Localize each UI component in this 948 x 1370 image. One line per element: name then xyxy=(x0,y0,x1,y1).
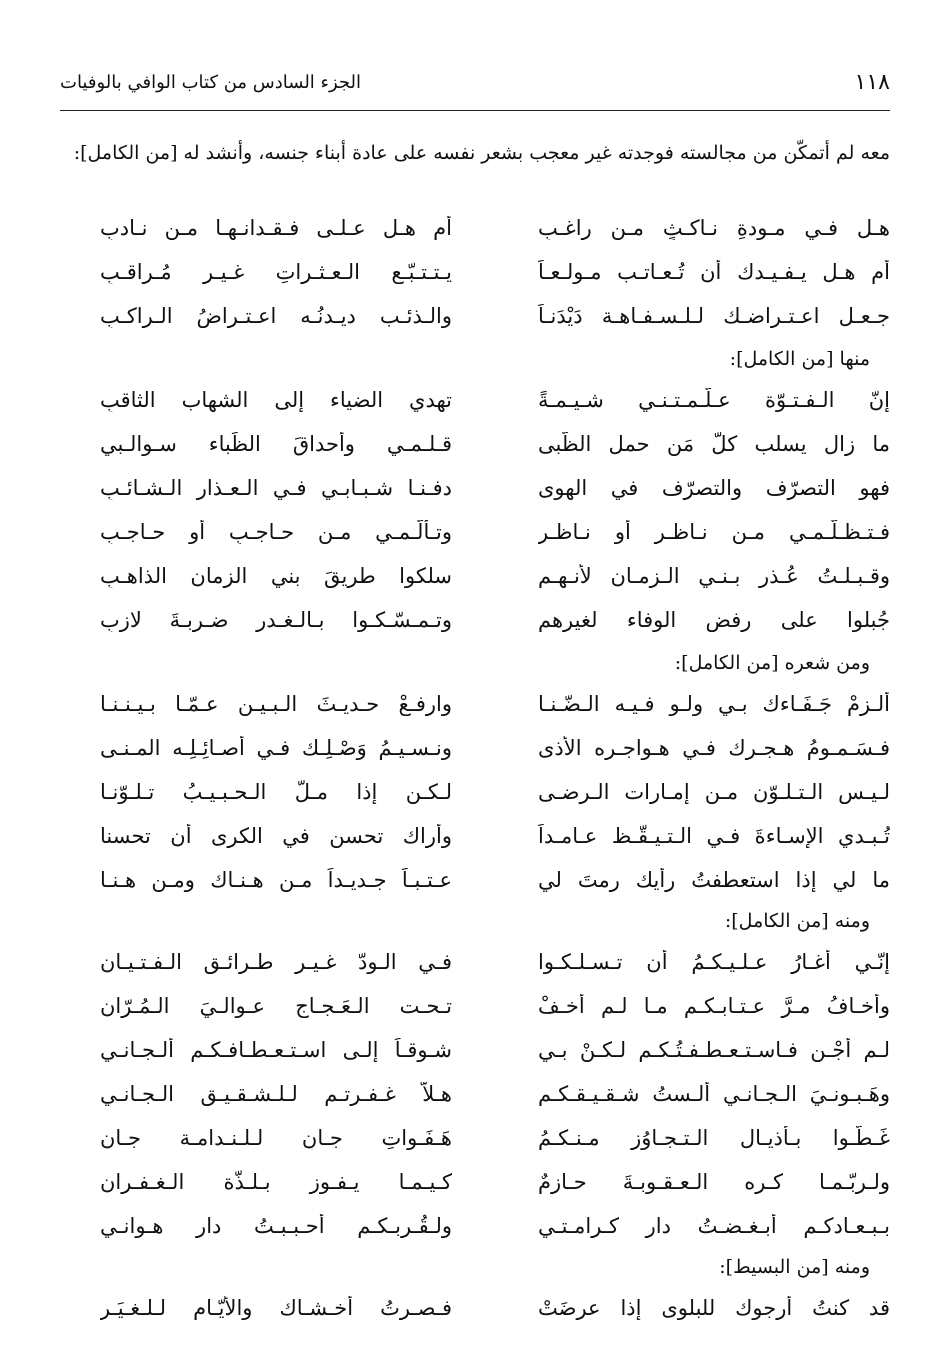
first-hemistich: غَـطُّـوا بـأذيـال الـتـجـاوُز مـنـكـمُ xyxy=(538,1126,890,1150)
verse-line xyxy=(58,860,890,904)
first-hemistich: وهَـبـونـيَ الـجـانـي ألـستُ شـقـيـقـكـم xyxy=(538,1082,890,1106)
first-hemistich: ولـربّـمـا كـره الـعـقـوبـةَ حـازمٌ xyxy=(538,1170,890,1194)
first-hemistich: وأخـافُ مـرَّ عـتـابـكـم مـا لـم أخـفْ xyxy=(538,994,890,1018)
first-hemistich: أم هـل يـفـيـدك أن تُـعـاتـب مـولـعـاً xyxy=(538,260,890,284)
second-hemistich: والـذئـب ديـدنُـه اعـتـراضُ الـراكـبِ xyxy=(100,304,452,328)
second-hemistich: وتـألُّـمـي مـن حـاجـبٍ أو حـاجـبِ xyxy=(100,520,452,544)
verse-line xyxy=(58,252,890,296)
second-hemistich: ولـقُـربـكـم أحـبـبـتُ دار هـوانـي xyxy=(100,1214,452,1238)
first-hemistich: إنّـي أغـارُ عـلـيـكـمُ أن تـسـلـكـوا xyxy=(538,950,890,974)
first-hemistich: لـيـس الـتـلـوّن مـن إمـارات الـرضـى xyxy=(538,780,890,804)
verse-line xyxy=(58,728,890,772)
second-hemistich: وأراك تحسن في الكرى أن تحسنا xyxy=(100,824,452,848)
first-hemistich: فـتـظـلُّـمـي مـن نـاظـرٍ أو نـاظـرٍ xyxy=(538,520,890,544)
first-hemistich: فهو التصرّف والتصرّف في الهوى xyxy=(538,476,890,500)
verse-line xyxy=(58,1288,890,1332)
second-hemistich: لـكـن إذا مـلّ الـحـبـيـبُ تـلـوّنـا xyxy=(100,780,452,804)
verse-line xyxy=(58,1118,890,1162)
second-hemistich: دفـنـا شـبـابـي فـي الـعـذار الـشـائـبِ xyxy=(100,476,452,500)
verse-line xyxy=(58,684,890,728)
first-hemistich: تُـبـدي الإسـاءةَ فـي الـتـيـقّـظ عـامـداً xyxy=(538,824,890,848)
second-hemistich: فـي الـودّ غـيـر طـرائـق الـفـتـيـانِ xyxy=(100,950,452,974)
first-hemistich: إنّ الـفـتـوّة عـلّـمـتـنـي شـيـمـةً xyxy=(538,388,890,412)
second-hemistich: يـتـتـبّـع الـعـثـراتِ غـيـر مُـراقـبِ xyxy=(100,260,452,284)
verse-line xyxy=(58,424,890,468)
second-hemistich: كـيـمـا يـفـوز بـلـذّة الـغـفـرانِ xyxy=(100,1170,452,1194)
first-hemistich: ما لي إذا استعطفتُ رأيك رمتَ لي xyxy=(538,868,890,892)
section-label: منها [من الكامل]: xyxy=(729,348,870,370)
section-label: ومن شعره [من الكامل]: xyxy=(674,652,870,674)
verse-line xyxy=(58,942,890,986)
verse-line xyxy=(58,1206,890,1250)
second-hemistich: وارفـعْ حـديـثَ الـبـيـن عـمّـا بـيـنـنـا xyxy=(100,692,452,716)
verse-line xyxy=(58,986,890,1030)
first-hemistich: أَلـزِمْ جَـفَـاءك بـي ولـو فـيـه الـضّـنـا xyxy=(538,692,890,716)
verse-line xyxy=(58,1162,890,1206)
second-hemistich: فـصـرتُ أخـشـاك والأيّـام لـلـغـيَـرِ xyxy=(100,1296,452,1320)
first-hemistich: فـسَـمـومُ هـجـرِك فـي هـواجـره الأذى xyxy=(538,736,890,760)
second-hemistich: وتـمـسّـكـوا بـالـغـدر ضـربـةَ لازبِ xyxy=(100,608,452,632)
second-hemistich: شـوقـاً إلـى اسـتـعـطـافـكـم ألـجـانـي xyxy=(100,1038,452,1062)
second-hemistich: هـلاّ غـفـرتـم لـلـشـقـيـق الـجـانـي xyxy=(100,1082,452,1106)
verse-line xyxy=(58,1074,890,1118)
second-hemistich: أم هـل عـلـى فـقـدانـهـا مـن نـادبِ xyxy=(100,216,452,240)
page-number: ١١٨ xyxy=(854,70,890,95)
verse-line xyxy=(58,380,890,424)
running-title: الجزء السادس من كتاب الوافي بالوفيات xyxy=(60,72,362,93)
verse-line xyxy=(58,1030,890,1074)
verse-line xyxy=(58,816,890,860)
second-hemistich: هَـفَـواتِ جـانٍ لـلـنـدامـة جـانِ xyxy=(100,1126,452,1150)
first-hemistich: بـبـعـادكـم أبـغـضـتُ دار كـرامـتـي xyxy=(538,1214,890,1238)
verse-line xyxy=(58,772,890,816)
verse-line xyxy=(58,208,890,252)
verse-line xyxy=(58,296,890,340)
first-hemistich: هـل فـي مـودةِ نـاكـثٍ مـن راغـبِ xyxy=(538,216,890,240)
intro-paragraph: معه لم أتمكّن من مجالسته فوجدته غير معجب بشعر نفسه على عادة أبناء جنسه، وأنشد له [من الكامل]: xyxy=(73,142,890,164)
first-hemistich: جُبلوا على رفض الوفاء لغيرهم xyxy=(538,608,890,632)
running-head xyxy=(60,66,890,111)
second-hemistich: ونـسـيـمُ وَصْـلِـك فـي أصـائِـلِـه المـنـى xyxy=(100,736,452,760)
second-hemistich: تـحـت الـعَـجـاج عـوالـيَ الـمُـرّانِ xyxy=(100,994,452,1018)
first-hemistich: جـعـل اعـتـراضـك لـلـسـفـاهـة دَيْدَنـاً xyxy=(538,304,890,328)
first-hemistich: وقـبـلـتُ عُـذر بـنـي الـزمـانِ لأنـهـم xyxy=(538,564,890,588)
second-hemistich: تهدي الضياء إلى الشهاب الثاقبِ xyxy=(100,388,452,412)
first-hemistich: لـم أجْـنِ فـاسـتـعـطـفـتُـكـم لـكـنْ بـي xyxy=(538,1038,890,1062)
second-hemistich: عـتـبـاً جـديـداً مـن هـنـاك ومـن هـنـا xyxy=(100,868,452,892)
first-hemistich: ما زال يسلب كلّ مَن حمل الظُّبى xyxy=(538,432,890,456)
section-label: ومنه [من الكامل]: xyxy=(724,910,870,932)
second-hemistich: سلكوا طريقَ بني الزمان الذاهـبِ xyxy=(100,564,452,588)
first-hemistich: قد كنتُ أرجوك للبلوى إذا عرضَتْ xyxy=(538,1296,890,1320)
verse-line xyxy=(58,512,890,556)
section-label: ومنه [من البسيط]: xyxy=(719,1256,870,1278)
verse-line xyxy=(58,556,890,600)
verse-line xyxy=(58,468,890,512)
verse-line xyxy=(58,600,890,644)
second-hemistich: قـلـمـي وأحداقَ الظِّباء سـوالـبي xyxy=(100,432,452,456)
